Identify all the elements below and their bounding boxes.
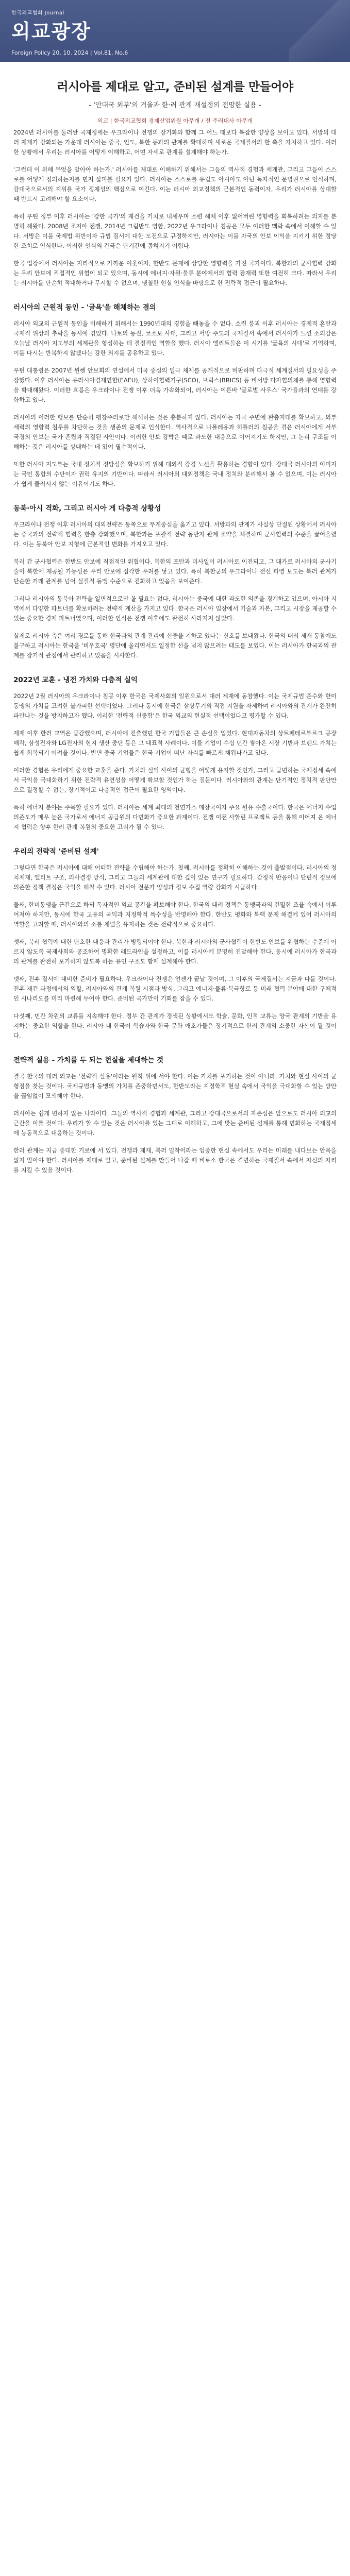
section-paragraph: 실제로 러시아 측은 여러 경로를 통해 한국과의 관계 관리에 신중을 기하고 있다는 신호를 보내왔다. 한국의 대러 제재 동참에도 불구하고 러시아는 한국을 '비우호국' 명단에 올리면서도 일정한 선을 넘지 않으려는 태도를 보였다. 이는 러시아가 한국과의 관계를 장기적 관점에서 관리하고 있음을 시사한다. <box>13 632 337 659</box>
section-heading: 동북·아시 격화, 그리고 러시아 게 다층적 상황성 <box>13 504 161 513</box>
section-paragraph: 러시아의 이러한 행보를 단순히 팽창주의로만 해석하는 것은 충분하지 않다. 러시아는 자국 주변에 완충지대를 확보하고, 외부 세력의 영향력 침투를 차단하는 것을 생존의 문제로 인식한다. 역사적으로 나폴레옹과 히틀러의 침공을 겪은 러시아에게 서부 국경의 안보는 국가 존립과 직결된 사안이다. 이러한 안보 강박은 때로 과도한 대응으로 이어지기도 하지만, 그 논리 구조를 이해하는 것은 러시아를 상대하는 데 있어 필수적이다. <box>13 414 337 450</box>
publication-title: 외교광장 <box>11 20 91 43</box>
intro-paragraph: 2024년 러시아를 둘러싼 국제정세는 우크라이나 전쟁의 장기화와 함께 그 어느 때보다 복잡한 양상을 보이고 있다. 서방의 대러 제재가 강화되는 가운데 러시아는 중국, 인도, 북한 등과의 관계를 확대하며 새로운 국제질서의 한 축을 자처하고 있다. 이러한 상황에서 우리는 러시아를 어떻게 이해하고, 어떤 자세로 관계를 설계해야 하는가. <box>13 129 337 156</box>
journal-name: 한국외교협회 Journal <box>11 10 64 16</box>
section-heading: 전략적 실용 - 가치를 두 되는 현실을 제대하는 것 <box>13 1056 163 1064</box>
section-heading: 러시아의 근원적 동인 - '굴욕'을 해체하는 결의 <box>13 303 156 312</box>
publication-header <box>0 0 350 62</box>
intro-paragraph: 특히 푸틴 정부 이후 러시아는 '강한 국가'의 재건을 기치로 내세우며 소련 해체 이후 잃어버린 영향력을 회복하려는 의지를 분명히 해왔다. 2008년 조지아 전쟁, 2014년 크림반도 병합, 2022년 우크라이나 침공은 모두 이러한 맥락 속에서 이해할 수 있다. 서방은 이를 국제법 위반이자 규범 질서에 대한 도전으로 규정하지만, 러시아는 이를 자국의 안보 이익을 지키기 위한 정당한 조치로 인식한다. 이러한 인식의 간극은 단기간에 좁혀지기 어렵다. <box>13 213 337 249</box>
section-paragraph: 특히 에너지 분야는 주목할 필요가 있다. 러시아는 세계 최대의 천연가스 매장국이자 주요 원유 수출국이다. 한국은 에너지 수입 의존도가 매우 높은 국가로서 에너지 공급원의 다변화가 중요한 과제이다. 전쟁 이전 사할린 프로젝트 등을 통해 이어져 온 에너지 협력은 향후 한러 관계 복원의 중요한 고리가 될 수 있다. <box>13 804 337 831</box>
section-paragraph: 러시아 외교의 근원적 동인을 이해하기 위해서는 1990년대의 경험을 빼놓을 수 없다. 소련 붕괴 이후 러시아는 경제적 혼란과 국제적 위상의 추락을 동시에 겪었다. 나토의 동진, 코소보 사태, 그리고 서방 주도의 국제질서 속에서 러시아가 느낀 소외감은 오늘날 러시아 지도부의 세계관을 형성하는 데 결정적인 역할을 했다. 러시아 엘리트들은 이 시기를 '굴욕의 시대'로 기억하며, 이를 다시는 반복하지 않겠다는 강한 의지를 공유하고 있다. <box>13 320 337 357</box>
section-paragraph: 제재 이후 한러 교역은 급감했으며, 러시아에 진출했던 한국 기업들은 큰 손실을 입었다. 현대자동차의 상트페테르부르크 공장 매각, 삼성전자와 LG전자의 현지 생산 중단 등은 그 대표적 사례이다. 이들 기업이 수십 년간 쌓아온 시장 기반과 브랜드 가치는 쉽게 회복되기 어려울 것이다. 반면 중국 기업들은 한국 기업이 떠난 자리를 빠르게 채워나가고 있다. <box>13 730 337 756</box>
section-paragraph: 우크라이나 전쟁 이후 러시아의 대외전략은 동쪽으로 무게중심을 옮기고 있다. 서방과의 관계가 사실상 단절된 상황에서 러시아는 중국과의 전략적 협력을 한층 강화했으며, 북한과는 포괄적 전략 동반자 관계 조약을 체결하며 군사협력의 수준을 끌어올렸다. 이는 동북아 안보 지형에 근본적인 변화를 가져오고 있다. <box>13 521 337 548</box>
section-paragraph: 한러 관계는 지금 중대한 기로에 서 있다. 전쟁과 제재, 북러 밀착이라는 엄중한 현실 속에서도 우리는 미래를 내다보는 안목을 잃지 말아야 한다. 러시아를 제대로 알고, 준비된 설계를 만들어 나갈 때 비로소 한국은 격변하는 국제질서 속에서 자신의 자리를 지킬 수 있을 것이다. <box>13 1147 337 1174</box>
section-paragraph: 2022년 2월 러시아의 우크라이나 침공 이후 한국은 국제사회의 일원으로서 대러 제재에 동참했다. 이는 국제규범 준수와 한미동맹의 가치를 고려한 불가피한 선택이었다. 그러나 동시에 한국은 살상무기의 직접 지원을 자제하며 러시아와의 관계가 완전히 파탄나는 것을 방지하고자 했다. 이러한 '전략적 신중함'은 한국 외교의 현실적 선택이었다고 평가할 수 있다. <box>13 692 337 719</box>
header-decoration <box>289 0 350 62</box>
section-paragraph: 북러 간 군사협력은 한반도 안보에 직접적인 위협이다. 북한의 포탄과 미사일이 러시아로 이전되고, 그 대가로 러시아의 군사기술이 북한에 제공될 가능성은 우리 안보에 심각한 우려를 낳고 있다. 특히 북한군의 우크라이나 전선 파병 보도는 북러 관계가 단순한 거래 관계를 넘어 실질적 동맹 수준으로 진화하고 있음을 보여준다. <box>13 558 337 585</box>
section-paragraph: 이러한 경험은 우리에게 중요한 교훈을 준다. 가치와 실익 사이의 균형을 어떻게 유지할 것인가, 그리고 급변하는 국제정세 속에서 국익을 극대화하기 위한 전략적 유연성을 어떻게 확보할 것인가 하는 질문이다. 러시아와의 관계는 단기적인 정치적 판단만으로 결정할 수 없는, 장기적이고 다층적인 접근이 필요한 영역이다. <box>13 767 337 793</box>
section-paragraph: 넷째, 전후 질서에 대비한 준비가 필요하다. 우크라이나 전쟁은 언젠가 끝날 것이며, 그 이후의 국제질서는 지금과 다를 것이다. 전후 재건 과정에서의 역할, 러시아와의 관계 복원 시점과 방식, 그리고 에너지·물류·북극항로 등 미래 협력 분야에 대한 구체적인 시나리오를 미리 마련해 두어야 한다. 준비된 국가만이 기회를 잡을 수 있다. <box>13 975 337 1002</box>
section-paragraph: 러시아는 쉽게 변하지 않는 나라이다. 그들의 역사적 경험과 세계관, 그리고 강대국으로서의 자존심은 앞으로도 러시아 외교의 근간을 이룰 것이다. 우리가 할 수 있는 것은 러시아를 있는 그대로 이해하고, 그에 맞는 준비된 설계를 통해 변화하는 국제정세에 능동적으로 대응하는 것이다. <box>13 1110 337 1137</box>
intro-paragraph: 한국 입장에서 러시아는 지리적으로 가까운 이웃이자, 한반도 문제에 상당한 영향력을 가진 국가이다. 북한과의 군사협력 강화는 우리 안보에 직접적인 위협이 되고 있으며, 동시에 에너지·자원·물류 분야에서의 협력 잠재력 또한 여전히 크다. 따라서 우리는 러시아를 단순히 적대하거나 무시할 수 없으며, 냉철한 현실 인식을 바탕으로 한 전략적 접근이 필요하다. <box>13 260 337 286</box>
section-paragraph: 둘째, 한미동맹을 근간으로 하되 독자적인 외교 공간을 확보해야 한다. 한국의 대러 정책은 동맹국과의 긴밀한 조율 속에서 이루어져야 하지만, 동시에 한국 고유의 국익과 지정학적 특수성을 반영해야 한다. 한반도 평화와 북핵 문제 해결에 있어 러시아의 역할을 고려할 때, 러시아와의 소통 채널을 유지하는 것은 전략적으로 중요하다. <box>13 901 337 928</box>
section-heading: 2022년 교훈 - 냉전 가치와 다층적 실익 <box>13 676 138 684</box>
issue-info: Foreign Policy 20. 10. 2024 | Vol.81, No.6 <box>11 49 128 56</box>
article-subtitle: - '안대국 외부'의 겨울과 한·러 관계 재설정의 전망한 실용 - <box>89 101 261 109</box>
article-author: 외교 | 한국외교협회 경제산업위원 아무개 / 전 주러대사 아무개 <box>97 117 253 124</box>
intro-paragraph: '그런데 이 위해 무엇을 알아야 하는가.' 러시아를 제대로 이해하기 위해서는 그들의 역사적 경험과 세계관, 그리고 그들이 스스로를 어떻게 정의하는지를 먼저 살펴볼 필요가 있다. 러시아는 스스로를 유럽도 아시아도 아닌 독자적인 문명권으로 인식하며, 강대국으로서의 지위를 국가 정체성의 핵심으로 여긴다. 이는 러시아 외교정책의 근본적인 동력이자, 우리가 러시아를 상대할 때 반드시 고려해야 할 요소이다. <box>13 166 337 202</box>
section-paragraph: 그러나 러시아의 동북아 전략을 일면적으로만 볼 필요는 없다. 러시아는 중국에 대한 과도한 의존을 경계하고 있으며, 아시아 지역에서 다양한 파트너를 확보하려는 전략적 계산을 가지고 있다. 한국은 러시아 입장에서 기술과 자본, 그리고 시장을 제공할 수 있는 중요한 경제 파트너였으며, 이러한 인식은 전쟁 이후에도 완전히 사라지지 않았다. <box>13 595 337 622</box>
article-title: 러시아를 제대로 알고, 준비된 설계를 만들어야 <box>57 80 293 94</box>
section-paragraph: 푸틴 대통령은 2007년 뮌헨 안보회의 연설에서 미국 중심의 일극 체제를 공개적으로 비판하며 다극적 세계질서의 필요성을 주장했다. 이후 러시아는 유라시아경제연합(EAEU), 상하이협력기구(SCO), 브릭스(BRICS) 등 비서방 다자협의체를 통해 영향력을 확대해왔다. 이러한 흐름은 우크라이나 전쟁 이후 더욱 가속화되어, 러시아는 이른바 '글로벌 사우스' 국가들과의 연대를 강화하고 있다. <box>13 367 337 403</box>
section-paragraph: 결국 한국의 대러 외교는 '전략적 실용'이라는 원칙 위에 서야 한다. 이는 가치를 포기하는 것이 아니라, 가치와 현실 사이의 균형점을 찾는 것이다. 국제규범과 동맹의 가치를 존중하면서도, 한반도라는 지정학적 현실 속에서 국익을 극대화할 수 있는 방안을 끊임없이 모색해야 한다. <box>13 1073 337 1099</box>
article-title-block <box>0 77 350 125</box>
article-body <box>13 128 337 1183</box>
section-heading: 우리의 전략적 '준비된 설계' <box>13 848 99 856</box>
section-paragraph: 그렇다면 한국은 러시아에 대해 어떠한 전략을 수립해야 하는가. 첫째, 러시아를 정확히 이해하는 것이 출발점이다. 러시아의 정치체제, 엘리트 구조, 의사결정 방식, 그리고 그들의 세계관에 대한 깊이 있는 연구가 필요하다. 감정적 반응이나 단편적 정보에 의존한 정책 결정은 국익을 해칠 수 있다. 러시아 전문가 양성과 정보 수집 역량 강화가 시급하다. <box>13 864 337 891</box>
section-paragraph: 셋째, 북러 협력에 대한 단호한 대응과 관리가 병행되어야 한다. 북한과 러시아의 군사협력이 한반도 안보를 위협하는 수준에 이르지 않도록 국제사회와 공조하여 명확한 레드라인을 설정하고, 이를 러시아에 분명히 전달해야 한다. 동시에 러시아가 한국과의 관계를 완전히 포기하지 않도록 하는 유인 구조도 함께 설계해야 한다. <box>13 938 337 965</box>
section-paragraph: 다섯째, 민간 차원의 교류를 지속해야 한다. 정부 간 관계가 경색된 상황에서도 학술, 문화, 인적 교류는 양국 관계의 기반을 유지하는 중요한 역할을 한다. 러시아 내 한국어 학습자와 한국 문화 애호가들은 장기적으로 한러 관계의 소중한 자산이 될 것이다. <box>13 1012 337 1039</box>
section-paragraph: 또한 러시아 지도부는 국내 정치적 정당성을 확보하기 위해 대외적 강경 노선을 활용하는 경향이 있다. 강대국 러시아의 이미지는 국민 통합의 수단이자 권력 유지의 기반이다. 따라서 러시아의 대외정책은 국내 정치와 분리해서 볼 수 없으며, 이는 러시아가 쉽게 물러서지 않는 이유이기도 하다. <box>13 461 337 487</box>
